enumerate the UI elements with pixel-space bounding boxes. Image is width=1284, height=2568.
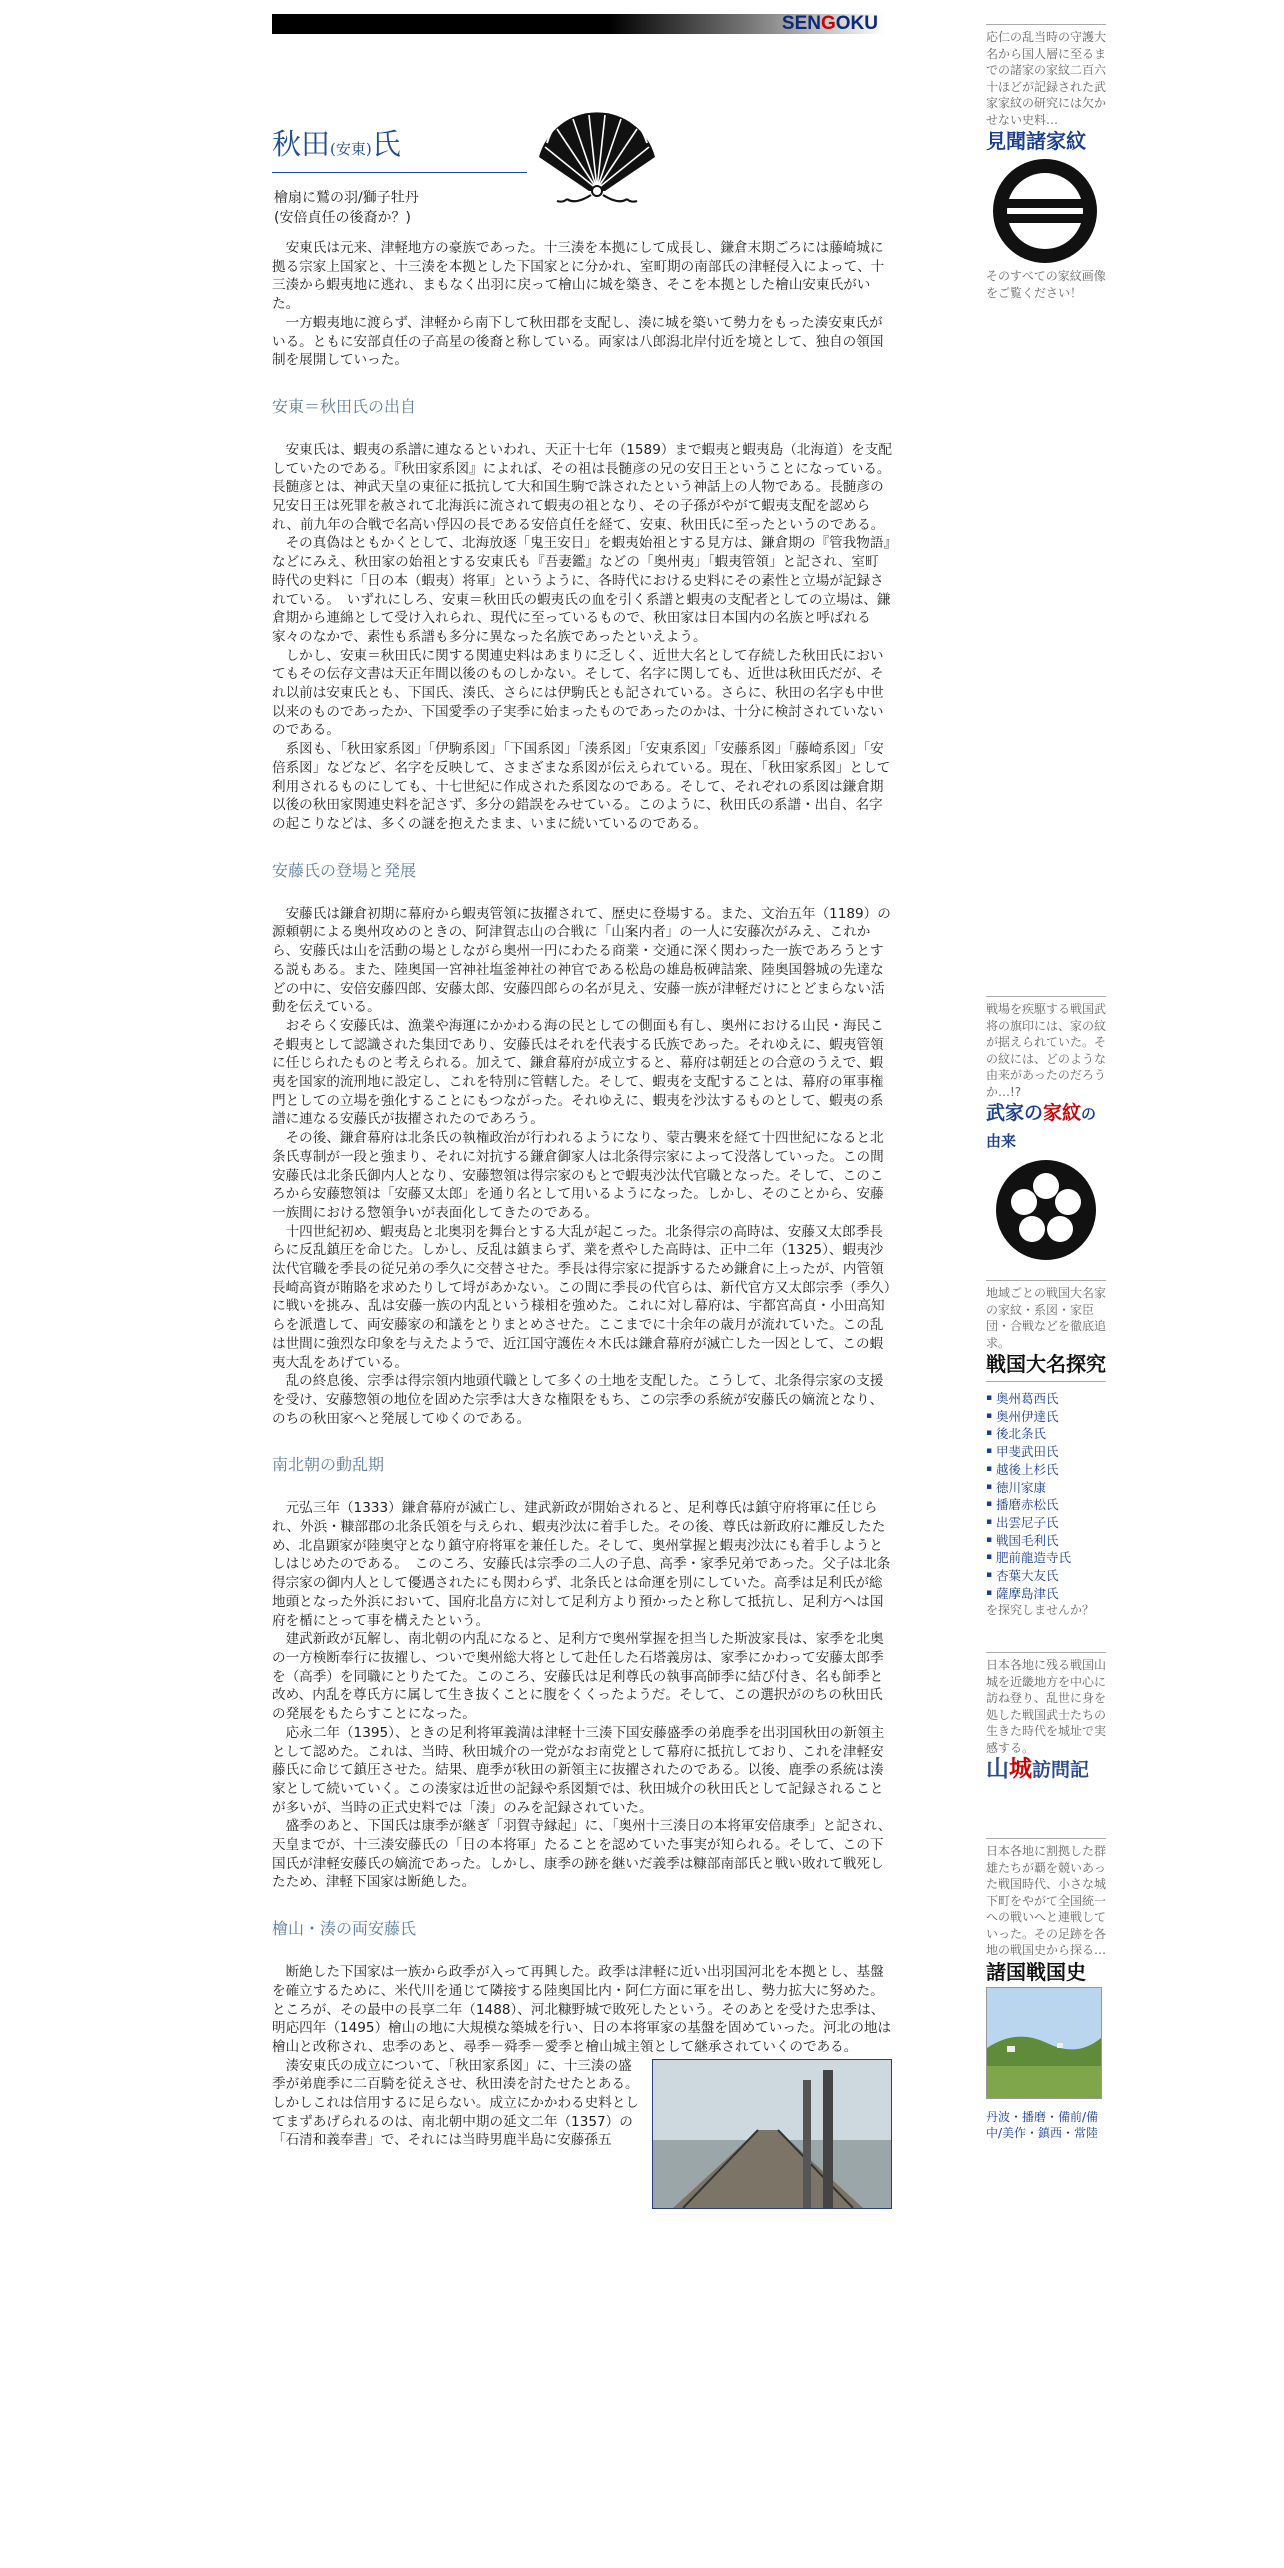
intro-text: 安東氏は元来、津軽地方の豪族であった。十三湊を本拠にして成長し、鎌倉末期ごろには藤崎城に拠る宗家上国家と、十三湊を本拠とした下国家とに分かれ、室町期の南部氏の津軽侵入によって、十三湊から蝦夷地に逃れ、まもなく出羽に戻って檜山に城を築き、そこを本拠とした檜山安東氏がいた。 一方蝦夷地に渡らず、津軽から南下して秋田郡を支配し、湊に城を築いて勢力をもった湊安東氏がいる。ともに安部貞任の子高星の後裔と称している。両家は八郎潟北岸付近を境として、独自の領国制を展開していった。 [272, 240, 885, 369]
section-body: 元弘三年（1333）鎌倉幕府が滅亡し、建武新政が開始されると、足利尊氏は鎮守府将軍に任じられ、外浜・糠部郡の北条氏領を与えられ、蝦夷沙汰に着手した。その後、尊氏は新政府に離反したため、北畠顕家が陸奥守となり鎮守府将軍を兼任した。そして、奥州掌握と蝦夷沙汰にも着手しようとしはじめたのである。 このころ、安藤氏は宗季の二人の子息、高季・家季兄弟であった。父子は北条得宗家の御内人として優遇されたにも関わらず、北条氏とは命運を別にしていた。高季は足利氏が総地頭となった外浜において、国府北畠方に対して足利方より預かったと称して抵抗し、足利方へは国府を楯にとって事を構えたという。 建武新政が瓦解し、南北朝の内乱になると、足利方で奥州掌握を担当した斯波家長は、家季を北奥の一方検断奉行に抜擢し、ついで奥州総大将として赴任した石塔義房は、家季にかわって安藤太郎季を（高季）を同職にとりたてた。このころ、安藤氏は足利尊氏の執事高師季に結び付き、名も師季と改め、内乱を尊氏方に属して生き抜くことに腹をくくったようだ。そして、この選択がのちの秋田氏の発展をもたらすことになった。 応永二年（1395）、ときの足利将軍義満は津軽十三湊下国安藤盛季の弟鹿季を出羽国秋田の新領主として認めた。これは、当時、秋田城介の一党がなお南党として幕府に抵抗しており、これを津軽安藤氏に命じて鎮圧させた。結果、鹿季が秋田の新領主に抜擢されたのである。以後、鹿季の系統は湊家として続いていく。この湊家は近世の記録や系図類では、秋田城介の秋田氏として記録されることが多いが、当時の正式史料では「湊」のみを記録されていた。 盛季のあと、下国氏は康季が継ぎ「羽賀寺縁起」に、「奥州十三湊日の本将軍安倍康季」と記され、天皇までが、十三湊安藤氏の「日の本将軍」たることを認めていた事実が知られる。そして、この下国氏が津軽安藤氏の嫡流であった。しかし、康季の跡を継いだ義季は糠部南部氏と戦い敗れて戦死したため、津軽下国家は断絶した。 [272, 1500, 892, 1891]
list-item[interactable]: ▪ 徳川家康 [986, 1479, 1106, 1497]
section-heading: 南北朝の動乱期 [272, 1455, 385, 1475]
folding-fan-crest-icon [532, 103, 662, 211]
main-column [272, 0, 892, 2209]
list-item[interactable]: ▪ 薩摩島津氏 [986, 1585, 1106, 1603]
site-banner[interactable] [272, 14, 884, 34]
sidebar-block-yamashiro: 日本各地に残る戦国山城を近畿地方を中心に訪ね登り、乱世に身を処した戦国武士たちの生きた時代を城址で実感する。 山城訪問記 [986, 1652, 1106, 1783]
list-item[interactable]: ▪ 播磨赤松氏 [986, 1496, 1106, 1514]
page-header [272, 99, 892, 226]
page-title: 秋田(安東)氏 [272, 127, 527, 173]
section-body: 安東氏は、蝦夷の系譜に連なるといわれ、天正十七年（1589）まで蝦夷と蝦夷島（北海道）を支配していたのである。『秋田家系図』によれば、その祖は長髄彦の兄の安日王ということになっている。長髄彦とは、神武天皇の東征に抵抗して大和国生駒で誅されたという神話上の人物である。長髄彦の兄安日王は死罪を赦されて北海浜に流されて蝦夷の祖となり、その子孫がやがて蝦夷支配を認められ、前九年の合戦で名高い俘囚の長である安倍貞任を経て、安東、秋田氏に至ったというのである。 その真偽はともかくとして、北海放逐「鬼王安日」を蝦夷始祖とする見方は、鎌倉期の『管我物語』などにみえ、秋田家の始祖とする安東氏も『吾妻鑑』などの「奥州夷」「蝦夷管領」と記され、室町時代の史料に「日の本（蝦夷）将軍」というように、各時代における史料にその素性と立場が記録されている。 いずれにしろ、安東＝秋田氏の蝦夷氏の血を引く系譜と蝦夷の支配者としての立場は、鎌倉期から連綿として受け入れられ、現代に至っているもので、秋田家は日本国内の名族と呼ばれる家々のなかで、素性も系譜も多分に異なった名族であったといえよう。 しかし、安東＝秋田氏に関する関連史料はあまりに乏しく、近世大名として存続した秋田氏においてもその伝存文書は天正年間以後のものしかない。そして、名字に関しても、近世は秋田氏だが、それ以前は安東氏とも、下国氏、湊氏、さらには伊駒氏とも記されている。さらに、秋田の名字も中世以来のものであったか、下国愛季の子実季に始まったものであったのかは、十分に検討されていないのである。 系図も、「秋田家系図」「伊駒系図」「下国系図」「湊系図」「安東系図」「安藤系図」「藤崎系図」「安倍系図」などなど、名字を反映して、さまざまな系図が伝えられている。現在、「秋田家系図」として利用されるものにしても、十七世紀に作成された系図なのである。そして、それぞれの系図は鎌倉期以後の秋田家関連史料を記さず、多分の錯誤をみせている。このように、秋田氏の系譜・出自、名字の起こりなどは、多くの謎を抱えたまま、いまに続いているのである。 [272, 441, 892, 832]
list-item[interactable]: ▪ 肥前龍造寺氏 [986, 1549, 1106, 1567]
list-item[interactable]: ▪ 甲斐武田氏 [986, 1443, 1106, 1461]
list-item[interactable]: ▪ 越後上杉氏 [986, 1461, 1106, 1479]
section-body: 断絶した下国家は一族から政季が入って再興した。政季は津軽に近い出羽国河北を本拠とし、基盤を確立するために、米代川を通じて隣接する陸奥国比内・阿仁方面に軍を出し、勢力拡大に努めた。ところが、その最中の長享二年（1488）、河北糠野城で敗死したという。そのあとを受けた忠季は、明応四年（1495）檜山の地に大規模な築城を行い、日の本将軍家の基盤を固めていった。河北の地は檜山と改称され、忠季のあと、尋季－舜季－愛季と檜山城主領として継承されていくのである。 湊安東氏の成立について、「秋田家系図」に、十三湊の盛季が弟鹿季に二百騎を従えさせ、秋田湊を討たせたとある。しかしこれは信用するに足らない。成立にかかわる史料としてまずあげられるのは、南北朝中期の延文二年（1357）の「石清和義奉書」で、それには当時男鹿半島に安藤孫五 [272, 1963, 892, 2150]
landscape-photo[interactable] [986, 1987, 1102, 2099]
list-item[interactable]: ▪ 奥州葛西氏 [986, 1390, 1106, 1408]
site-logo[interactable]: SENGOKU [781, 13, 878, 34]
daimyo-list [986, 1390, 1106, 1602]
kamon-origin-link[interactable]: 武家の家紋の由来 [986, 1102, 1097, 1150]
history-link[interactable]: 諸国戦国史 [986, 1959, 1086, 1984]
sidebar-block-daimyo: 地域ごとの戦国大名家の家紋・系図・家臣団・合戦などを徹底追求。 戦国大名探究 ▪ 奥州葛西氏 ▪ 奥州伊達氏 ▪ 後北条氏 ▪ 甲斐武田氏 ▪ 越後上杉氏 ▪ 徳川家康 ▪ 播磨赤松氏 ▪ 出雲尼子氏 ▪ 戦国毛利氏 ▪ 肥前龍造寺氏 ▪ 杏葉大友氏 ▪ 薩摩島津氏 を探究しませんか？ [986, 1280, 1106, 1619]
history-region-links[interactable]: 丹波・播磨・備前/備中/美作・鎮西・常陸 [986, 2109, 1099, 2140]
section-heading: 安藤氏の登場と発展 [272, 860, 417, 880]
list-item[interactable]: ▪ 奥州伊達氏 [986, 1408, 1106, 1426]
sidebar-block-history: 日本各地に割拠した群雄たちが覇を競いあった戦国時代、小さな城下町をやがて全国統一への戦いへと連戦していった。その足跡を各地の戦国史から探る… 諸国戦国史 丹波・播磨・備前/備中/美作・鎮西・常陸 [986, 1838, 1106, 2142]
sidebar-block-origin: 戦場を疾駆する戦国武将の旗印には、家の紋が据えられていた。その紋には、どのような由来があったのだろうか…!? 武家の家紋の由来 [986, 996, 1106, 1266]
sidebar-block-kamon: 応仁の乱当時の守護大名から国人層に至るまでの諸家の家紋二百六十ほどが記録された武家家紋の研究には欠かせない史料… 見聞諸家紋 そのすべての家紋画像をご覧ください！ [986, 24, 1106, 301]
bridge-photo [652, 2059, 892, 2209]
list-item[interactable]: ▪ 杏葉大友氏 [986, 1567, 1106, 1585]
flower-crest-icon[interactable] [994, 1158, 1098, 1262]
page-subtitle: 檜扇に鷲の羽/獅子牡丹 (安倍貞任の後裔か？) [274, 190, 419, 226]
section-heading: 檜山・湊の両安藤氏 [272, 1919, 417, 1939]
list-item[interactable]: ▪ 出雲尼子氏 [986, 1514, 1106, 1532]
kamon-book-link[interactable]: 見聞諸家紋 [986, 129, 1086, 153]
ring-crest-icon[interactable] [990, 156, 1100, 266]
section-body: 安藤氏は鎌倉初期に幕府から蝦夷管領に抜擢されて、歴史に登場する。また、文治五年（1189）の源頼朝による奥州攻めのときの、阿津賀志山の合戦に「山案内者」の一人に安藤次がみえ、これから、安藤氏は山を活動の場としながら奥州一円にわたる商業・交通に深く関わった一族であろうとする説もある。また、陸奥国一宮神社塩釜神社の神官である松島の雄島板碑詰衆、陸奥国磐城の先達などの中に、安倍安藤四郎、安藤太郎、安藤四郎らの名が見え、安藤一族が津軽だけにとどまらない活動を伝えている。 おそらく安藤氏は、漁業や海運にかかわる海の民としての側面も有し、奥州における山民・海民こそ蝦夷として認識された集団であり、安藤氏はそれを代表する氏族であった。それゆえに、蝦夷管領に任じられたものと考えられる。加えて、鎌倉幕府が成立すると、幕府は朝廷との合意のうえで、蝦夷を国家的流刑地に設定し、これを特別に管轄した。そして、蝦夷を支配することは、幕府の軍事権門としての立場を強化することにもつながった。それゆえに、蝦夷を沙汰するものとして、蝦夷の系譜に連なる安藤氏が抜擢されたのであろう。 その後、鎌倉幕府は北条氏の執権政治が行われるようになり、蒙古襲来を経て十四世紀になると北条氏専制が一段と強まり、それに対抗する鎌倉御家人は北条得宗家によって没落していった。この間安藤氏は北条氏御内人となり、安藤惣領は得宗家のもとで蝦夷沙汰代官職となった。そして、このころから安藤惣領は「安藤又太郎」を通り名として用いるようになった。しかし、そのことから、安藤一族間における惣領争いが表面化してきたのである。 十四世紀初め、蝦夷島と北奥羽を舞台とする大乱が起こった。北条得宗の高時は、安藤又太郎季長らに反乱鎮圧を命じた。しかし、反乱は鎮まらず、業を煮やした高時は、正中二年（1325）、蝦夷沙汰代官職を季長の従兄弟の季久に交替させた。季長は得宗家に提訴するため鎌倉に上ったが、内管領長崎高資が賄賂を求めたりして埒があかない。この間に季長の代官らは、新代官方又太郎宗季（季久）に戦いを挑み、乱は安藤一族の内乱という様相を強めた。これに対し幕府は、宇都宮高貞・小田高知らを派遣して、両安藤家の和議をとりまとめさせた。ここまでに十余年の歳月が流れていた。この乱は世間に強烈な印象を与えたようで、近江国守護佐々木氏は鎌倉幕府が滅亡した一因として、この蝦夷大乱をあげている。 乱の終息後、宗季は得宗領内地頭代職として多くの土地を支配した。こうして、北条得宗家の支援を受け、安藤惣領の地位を固めた宗季は大きな権限をもち、この宗季の系統が安藤氏の嫡流となり、のちの秋田家へと発展してゆくのである。 [272, 905, 891, 1427]
bridge-photo-image [653, 2060, 891, 2208]
list-item[interactable]: ▪ 戦国毛利氏 [986, 1532, 1106, 1550]
list-item[interactable]: ▪ 後北条氏 [986, 1425, 1106, 1443]
daimyo-link[interactable]: 戦国大名探究 [986, 1352, 1106, 1376]
castle-visit-link[interactable]: 山城訪問記 [986, 1756, 1090, 1782]
section-heading: 安東＝秋田氏の出自 [272, 396, 417, 416]
